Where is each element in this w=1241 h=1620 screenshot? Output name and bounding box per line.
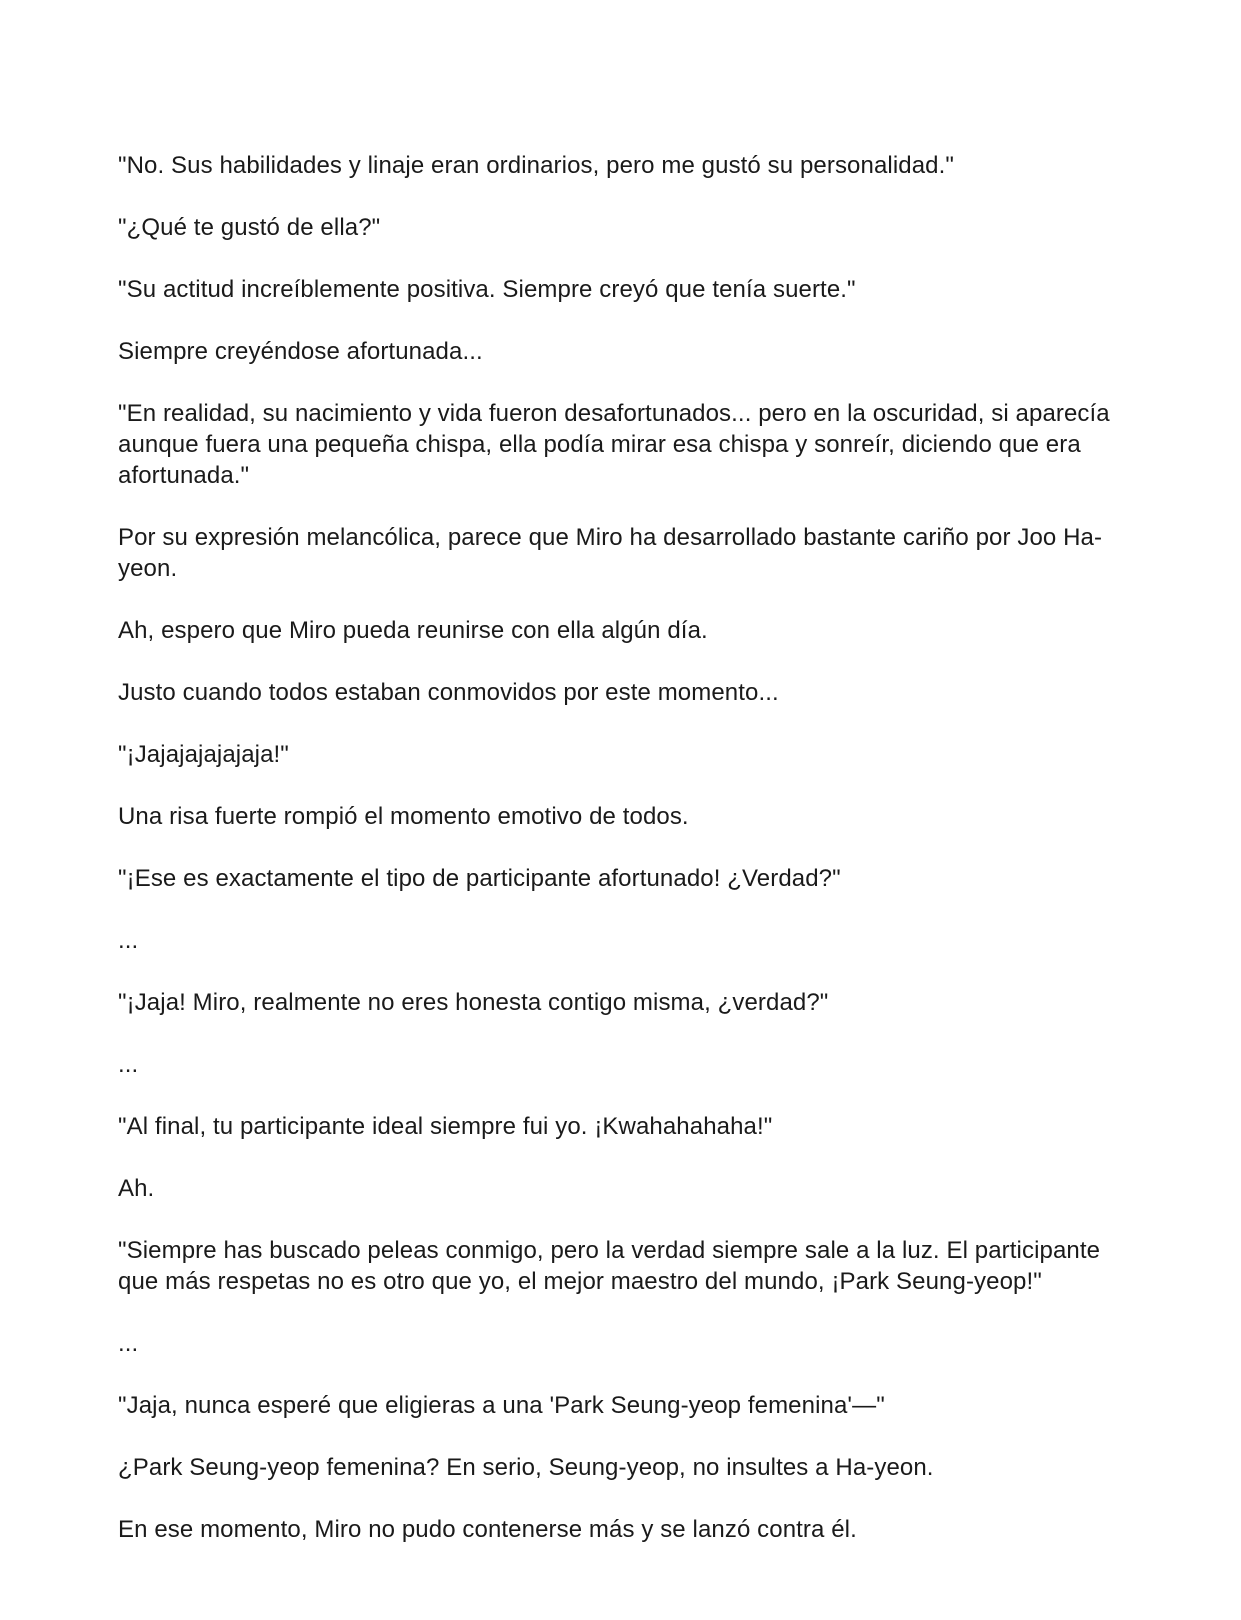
paragraph: En ese momento, Miro no pudo contenerse más y se lanzó contra él. <box>118 1516 857 1543</box>
paragraph: "¿Qué te gustó de ella?" <box>118 214 381 241</box>
document-body <box>118 150 1128 1576</box>
paragraph: ... <box>118 1051 139 1078</box>
paragraph: Justo cuando todos estaban conmovidos por este momento... <box>118 679 779 706</box>
paragraph: ¿Park Seung-yeop femenina? En serio, Seung-yeop, no insultes a Ha-yeon. <box>118 1454 934 1481</box>
paragraph: "¡Jaja! Miro, realmente no eres honesta contigo misma, ¿verdad?" <box>118 989 829 1016</box>
paragraph: Siempre creyéndose afortunada... <box>118 338 483 365</box>
paragraph: "¡Jajajajajajaja!" <box>118 741 289 768</box>
paragraph: "Al final, tu participante ideal siempre fui yo. ¡Kwahahahaha!" <box>118 1113 773 1140</box>
paragraph: Ah. <box>118 1175 155 1202</box>
paragraph: "No. Sus habilidades y linaje eran ordinarios, pero me gustó su personalidad." <box>118 152 954 179</box>
paragraph: "¡Ese es exactamente el tipo de participante afortunado! ¿Verdad?" <box>118 865 841 892</box>
paragraph: Una risa fuerte rompió el momento emotivo de todos. <box>118 803 689 830</box>
paragraph: "Siempre has buscado peleas conmigo, pero la verdad siempre sale a la luz. El participante que más respetas no es otro que yo, el mejor maestro del mundo, ¡Park Seung-yeop!" <box>118 1237 1101 1295</box>
paragraph: ... <box>118 927 139 954</box>
paragraph: "Su actitud increíblemente positiva. Siempre creyó que tenía suerte." <box>118 276 856 303</box>
paragraph: ... <box>118 1330 139 1357</box>
paragraph: Ah, espero que Miro pueda reunirse con ella algún día. <box>118 617 708 644</box>
paragraph: Por su expresión melancólica, parece que Miro ha desarrollado bastante cariño por Joo Ha-yeon. <box>118 524 1103 582</box>
paragraph: "En realidad, su nacimiento y vida fueron desafortunados... pero en la oscuridad, si aparecía aunque fuera una pequeña chispa, ella podía mirar esa chispa y sonreír, diciendo que era afortunada." <box>118 400 1110 489</box>
paragraph: "Jaja, nunca esperé que eligieras a una 'Park Seung-yeop femenina'—" <box>118 1392 885 1419</box>
